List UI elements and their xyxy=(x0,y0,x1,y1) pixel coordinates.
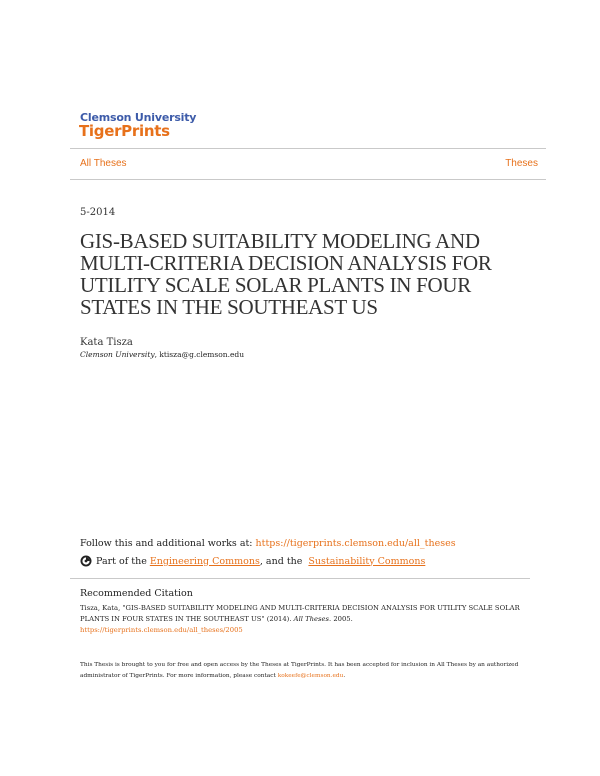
institution-name: Clemson University xyxy=(80,111,197,124)
citation-suffix: . 2005. xyxy=(329,615,353,623)
notice-prefix: This Thesis is brought to you for free and open access by the Theses at TigerPrints. It has been accepted for inclusion in All Theses by an authorized administrator of TigerPrints. For more information, please contact xyxy=(80,662,519,679)
document-title: GIS-BASED SUITABILITY MODELING AND MULTI-CRITERIA DECISION ANALYSIS FOR UTILITY SCALE SOLAR PLANTS IN FOUR STATES IN THE SOUTHEAST US xyxy=(80,229,492,319)
citation-prefix: Tisza, Kata, "GIS-BASED SUITABILITY MODELING AND MULTI-CRITERIA DECISION ANALYSIS FOR UTILITY SCALE SOLAR PLANTS IN FOUR STATES IN THE SOUTHEAST US" (2014). xyxy=(80,604,520,623)
part-middle: , and the xyxy=(259,555,306,567)
nav-bottom-rule xyxy=(70,179,546,180)
author-affiliation xyxy=(80,350,244,359)
contact-email-link[interactable]: kokeefe@clemson.edu xyxy=(277,673,344,679)
repository-name[interactable]: TigerPrints xyxy=(79,122,170,140)
affiliation-name: Clemson University xyxy=(80,350,155,359)
follow-line xyxy=(80,538,456,549)
theses-link[interactable]: Theses xyxy=(505,158,538,169)
publication-date: 5-2014 xyxy=(80,207,116,218)
notice-suffix: . xyxy=(343,673,346,679)
part-prefix: Part of the xyxy=(96,555,147,567)
follow-prefix: Follow this and additional works at: xyxy=(80,538,256,549)
affiliation-email: , ktisza@g.clemson.edu xyxy=(154,350,245,359)
citation-rule xyxy=(70,578,530,579)
citation-text xyxy=(80,603,525,636)
recommended-citation-heading: Recommended Citation xyxy=(80,588,193,599)
nav-top-rule xyxy=(70,148,546,149)
sustainability-commons-link[interactable]: Sustainability Commons xyxy=(308,555,426,567)
follow-url-link[interactable]: https://tigerprints.clemson.edu/all_theses xyxy=(255,538,456,549)
all-theses-link[interactable]: All Theses xyxy=(80,158,127,169)
author-name: Kata Tisza xyxy=(80,337,133,348)
access-notice xyxy=(80,660,530,682)
citation-series: All Theses xyxy=(293,615,330,623)
engineering-commons-link[interactable]: Engineering Commons xyxy=(149,555,260,567)
citation-url-link[interactable]: https://tigerprints.clemson.edu/all_theses/2005 xyxy=(80,626,243,634)
creative-commons-icon xyxy=(80,555,92,567)
part-of-line xyxy=(80,555,425,567)
